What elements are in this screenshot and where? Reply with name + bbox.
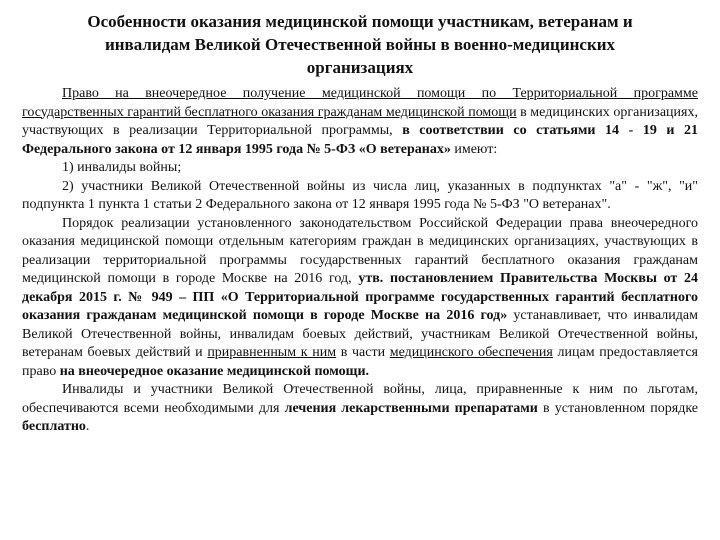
underlined-phrase: Право на внеочередное получение медицинской помощи по Территориальной программе государственных гарантий бесплатного оказания гражданам медицинской помощи bbox=[22, 86, 698, 120]
paragraph-medicines bbox=[22, 381, 698, 437]
text-run: Порядок реализации установленного законодательством Российской Федерации права внеочередного оказания медицинской помощи отдельным категориям граждан в медицинских организациях, участвующих в реализации территориальной программы государственных гарантий бесплатного оказания гражданам медицинской помощи в городе Москве на 2016 год, bbox=[22, 215, 698, 286]
document-title: Особенности оказания медицинской помощи участникам, ветеранам и инвалидам Великой Отечественной войны в военно-медицинских организациях bbox=[87, 12, 633, 77]
law-reference: в соответствии со статьями 14 - 19 и 21 Федерального закона от 12 января 1995 года № 5-ФЗ «О ветеранах» bbox=[22, 123, 699, 157]
text-run: . bbox=[85, 419, 90, 434]
text-run: в части bbox=[336, 345, 390, 360]
bold-phrase: бесплатно bbox=[22, 419, 86, 434]
text-run: имеют: bbox=[450, 141, 498, 157]
text-run: в медицинских организациях, участвующих в реализации Территориальной программы, bbox=[22, 104, 698, 138]
text-run: в установленном порядке bbox=[537, 400, 698, 416]
paragraph-right-to-priority bbox=[22, 85, 698, 159]
text-run: устанавливает, что инвалидам Великой Отечественной войны, инвалидам боевых действий, участникам Великой Отечественной войны, ветеранам боевых действий и bbox=[22, 308, 698, 360]
text-run: Инвалиды и участники Великой Отечественной войны, лица, приравненные к ним по льготам, обеспечиваются всеми необходимыми для bbox=[22, 382, 698, 416]
list-item-1: 1) инвалиды войны; bbox=[62, 160, 182, 175]
bold-phrase: на внеочередное оказание медицинской помощи. bbox=[59, 363, 370, 379]
text-run: лицам предоставляется право bbox=[22, 345, 698, 379]
list-item-2: 2) участники Великой Отечественной войны из числа лиц, указанных в подпунктах "а" - "ж", "и" подпункта 1 пункта 1 статьи 2 Федерального закона от 12 января 1995 года № 5-ФЗ "О ветеранах". bbox=[22, 178, 698, 212]
paragraph-procedure bbox=[22, 215, 698, 382]
underlined-phrase: медицинского обеспечения bbox=[389, 345, 553, 360]
decree-reference: утв. постановлением Правительства Москвы от 24 декабря 2015 г. № 949 – ПП «О Территориальной программе государственных гарантий бесплатного оказания гражданам медицинской помощи в городе Москве на 2016 год» bbox=[22, 271, 698, 323]
bold-phrase: лечения лекарственными препаратами bbox=[284, 400, 538, 416]
underlined-phrase: приравненным к ним bbox=[207, 345, 337, 360]
